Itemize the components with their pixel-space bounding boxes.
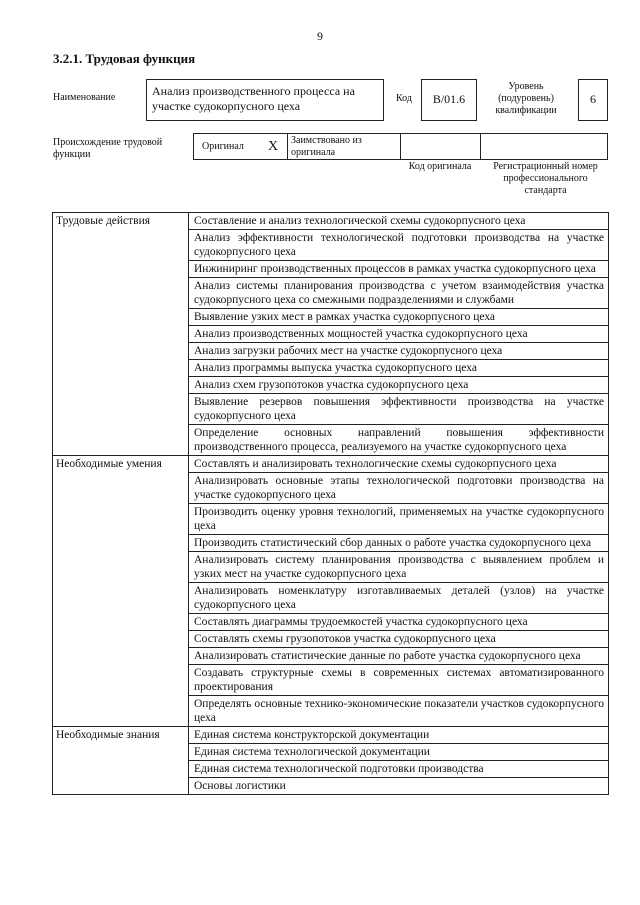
item-cell: Составление и анализ технологической схемы судокорпусного цеха xyxy=(189,213,609,230)
function-table xyxy=(52,212,609,795)
item-cell: Анализ схем грузопотоков участка судокорпусного цеха xyxy=(189,377,609,394)
item-cell: Анализ системы планирования производства с учетом взаимодействия участка судокорпусного цеха со смежными подразделениями и службами xyxy=(189,278,609,309)
origin-row xyxy=(193,133,608,160)
page-number: 9 xyxy=(317,29,323,43)
original-label: Оригинал xyxy=(202,141,244,152)
code-value: B/01.6 xyxy=(432,92,466,106)
origin-code-cell xyxy=(400,134,481,159)
reg-number-label: Регистрационный номер профессионального стандарта xyxy=(493,161,598,196)
item-cell: Производить оценку уровня технологий, применяемых на участке судокорпусного цеха xyxy=(189,504,609,535)
naming-value-box xyxy=(146,79,384,121)
category-cell: Трудовые действия xyxy=(53,213,189,456)
code-label: Код xyxy=(396,93,412,104)
item-cell: Основы логистики xyxy=(189,778,609,795)
item-cell: Анализ загрузки рабочих мест на участке судокорпусного цеха xyxy=(189,343,609,360)
borrowed-label: Заимствовано из оригинала xyxy=(291,135,362,158)
item-cell: Определение основных направлений повышения эффективности производственного процесса, реализуемого на участке судокорпусного цеха xyxy=(189,425,609,456)
code-value-box xyxy=(421,79,477,121)
naming-label: Наименование xyxy=(53,92,116,103)
table-row xyxy=(53,213,609,230)
item-cell: Определять основные технико-экономические показатели участков судокорпусного цеха xyxy=(189,696,609,727)
level-value-box xyxy=(578,79,608,121)
original-mark: X xyxy=(268,139,279,154)
naming-value: Анализ производственного процесса на участке судокорпусного цеха xyxy=(152,84,355,113)
item-cell: Анализ производственных мощностей участка судокорпусного цеха xyxy=(189,326,609,343)
table-row xyxy=(53,727,609,744)
item-cell: Анализировать систему планирования производства с выявлением проблем и узких мест на участке судокорпусного цеха xyxy=(189,552,609,583)
item-cell: Анализировать основные этапы технологической подготовки производства на участке судокорпусного цеха xyxy=(189,473,609,504)
level-value: 6 xyxy=(590,92,596,106)
item-cell: Единая система технологической подготовки производства xyxy=(189,761,609,778)
item-cell: Анализ эффективности технологической подготовки производства на участке судокорпусного цеха xyxy=(189,230,609,261)
origin-label: Происхождение трудовой функции xyxy=(53,137,163,160)
item-cell: Выявление узких мест в рамках участка судокорпусного цеха xyxy=(189,309,609,326)
code-original-label: Код оригинала xyxy=(408,161,472,172)
item-cell: Инжиниринг производственных процессов в рамках участка судокорпусного цеха xyxy=(189,261,609,278)
origin-original-cell xyxy=(194,134,288,159)
origin-borrowed-cell xyxy=(287,134,401,159)
item-cell: Анализ программы выпуска участка судокорпусного цеха xyxy=(189,360,609,377)
item-cell: Составлять и анализировать технологические схемы судокорпусного цеха xyxy=(189,456,609,473)
item-cell: Создавать структурные схемы в современных системах автоматизированного проектирования xyxy=(189,665,609,696)
item-cell: Производить статистический сбор данных о работе участка судокорпусного цеха xyxy=(189,535,609,552)
category-cell: Необходимые умения xyxy=(53,456,189,727)
item-cell: Выявление резервов повышения эффективности производства на участке судокорпусного цеха xyxy=(189,394,609,425)
section-title: 3.2.1. Трудовая функция xyxy=(53,51,196,66)
origin-reg-cell xyxy=(480,134,607,159)
table-row xyxy=(53,456,609,473)
item-cell: Единая система конструкторской документации xyxy=(189,727,609,744)
category-cell: Необходимые знания xyxy=(53,727,189,795)
level-label: Уровень (подуровень) квалификации xyxy=(495,81,557,116)
item-cell: Анализировать статистические данные по работе участка судокорпусного цеха xyxy=(189,648,609,665)
item-cell: Составлять схемы грузопотоков участка судокорпусного цеха xyxy=(189,631,609,648)
item-cell: Составлять диаграммы трудоемкостей участка судокорпусного цеха xyxy=(189,614,609,631)
item-cell: Единая система технологической документации xyxy=(189,744,609,761)
item-cell: Анализировать номенклатуру изготавливаемых деталей (узлов) на участке судокорпусного цеха xyxy=(189,583,609,614)
